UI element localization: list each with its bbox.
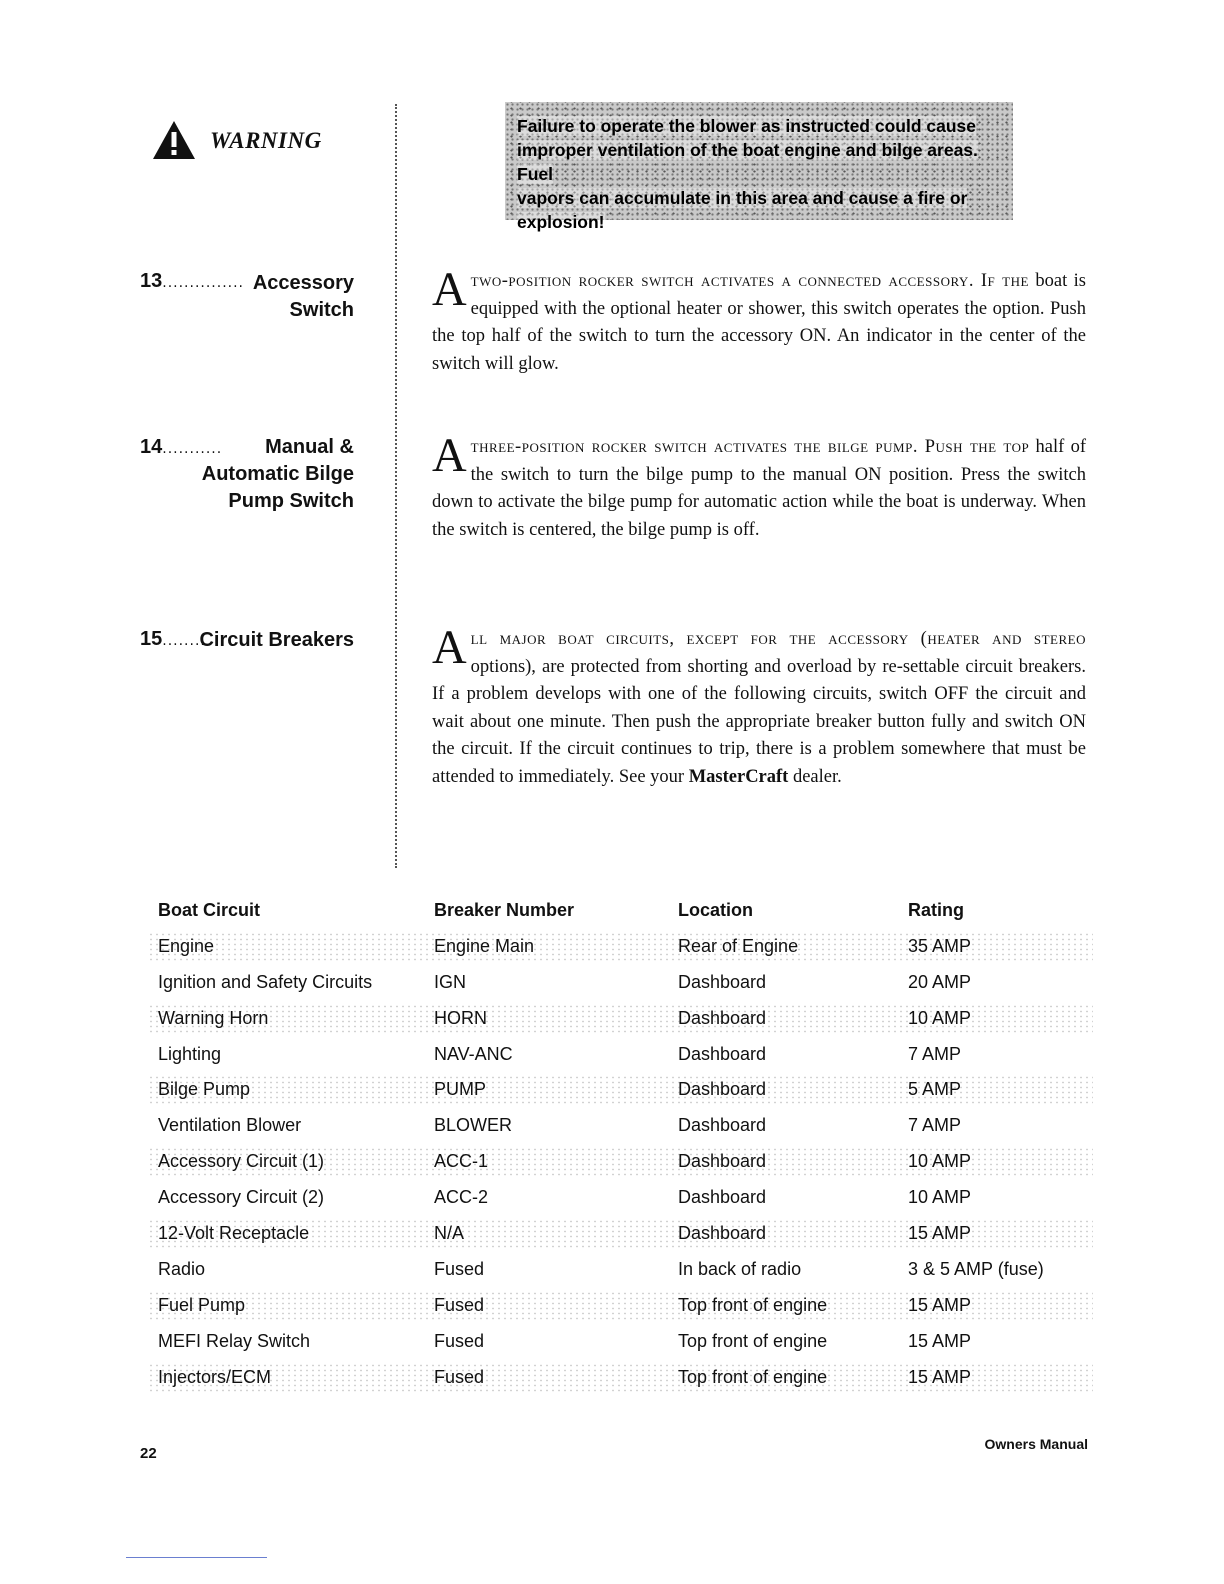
boat-circuit-cell: MEFI Relay Switch — [158, 1330, 311, 1351]
boat-circuit-cell: Ventilation Blower — [158, 1115, 302, 1136]
section-15-title — [134, 627, 354, 654]
brand-name: MasterCraft — [688, 766, 789, 787]
breaker-number-cell: HORN — [434, 1007, 487, 1028]
warning-line: Failure to operate the blower as instructed could cause — [517, 116, 976, 136]
rating-cell: 7 AMP — [908, 1043, 962, 1064]
table-row — [158, 1079, 1093, 1115]
table-row — [158, 1151, 1093, 1187]
section-number: 15 — [140, 628, 163, 650]
table-row — [158, 1367, 1093, 1403]
boat-circuit-cell: Warning Horn — [158, 1007, 269, 1028]
rating-cell: 15 AMP — [908, 1294, 972, 1315]
boat-circuit-cell: 12-Volt Receptacle — [158, 1223, 310, 1244]
table-row — [158, 1331, 1093, 1367]
warning-line: improper ventilation of the boat engine and bilge areas. Fuel — [517, 140, 978, 184]
rating-cell: 20 AMP — [908, 971, 972, 992]
breaker-number-cell: BLOWER — [434, 1115, 513, 1136]
section-14-paragraph — [432, 429, 1086, 544]
rating-cell: 15 AMP — [908, 1330, 972, 1351]
location-cell: Dashboard — [678, 1079, 767, 1100]
footer-title: Owners Manual — [984, 1436, 1088, 1452]
table-body — [158, 936, 1093, 1403]
leader-dots: ........... — [162, 441, 223, 457]
rating-cell: 10 AMP — [908, 1151, 972, 1172]
table-row — [158, 1259, 1093, 1295]
boat-circuit-cell: Accessory Circuit (1) — [158, 1151, 325, 1172]
lead-in: three-position rocker switch activates the bilge pump. Push the top — [470, 437, 1030, 457]
location-cell: Dashboard — [678, 1223, 767, 1244]
boat-circuit-cell: Ignition and Safety Circuits — [158, 971, 373, 992]
location-cell: Rear of Engine — [678, 935, 799, 956]
section-number: 13 — [140, 270, 163, 292]
section-title-line: Accessory — [252, 272, 354, 294]
table-row — [158, 1187, 1093, 1223]
section-13-paragraph — [432, 263, 1086, 378]
boat-circuit-cell: Radio — [158, 1258, 206, 1279]
table-row — [158, 972, 1093, 1008]
lead-in: two-position rocker switch activates a connected accessory. If the — [470, 271, 1029, 291]
location-cell: Top front of engine — [678, 1294, 828, 1315]
header-location: Location — [678, 900, 753, 920]
rating-cell: 7 AMP — [908, 1115, 962, 1136]
location-cell: Dashboard — [678, 1115, 767, 1136]
section-title-line: Pump Switch — [228, 490, 354, 512]
section-14-title — [134, 434, 354, 515]
rating-cell: 3 & 5 AMP (fuse) — [908, 1258, 1044, 1279]
warning-triangle-icon — [152, 120, 196, 160]
paragraph-body: boat is equipped with the optional heater or shower, this switch operates the option. Push the top half of the switch to turn the accessory ON. An indicator in the center of the switch will glow. — [432, 271, 1086, 374]
rating-cell: 5 AMP — [908, 1079, 962, 1100]
table-row — [158, 936, 1093, 972]
rating-cell: 15 AMP — [908, 1366, 972, 1387]
location-cell: Dashboard — [678, 1043, 767, 1064]
boat-circuit-cell: Bilge Pump — [158, 1079, 251, 1100]
section-title-line: Circuit Breakers — [199, 629, 354, 651]
location-cell: Dashboard — [678, 1187, 767, 1208]
rating-cell: 10 AMP — [908, 1007, 972, 1028]
breaker-number-cell: ACC-1 — [434, 1151, 489, 1172]
section-13-title — [134, 270, 354, 324]
location-cell: Dashboard — [678, 1007, 767, 1028]
boat-circuit-cell: Injectors/ECM — [158, 1366, 272, 1387]
leader-dots: ........ — [162, 633, 206, 649]
page-number: 22 — [140, 1445, 157, 1462]
warning-label: WARNING — [210, 128, 322, 153]
warning-line: vapors can accumulate in this area and cause a fire or — [517, 188, 968, 208]
drop-cap: A — [432, 621, 467, 674]
paragraph-body: half of the switch to turn the bilge pump to the manual ON position. Press the switch down to activate the bilge pump for automatic action while the boat is underway. When the switch is centered, the bilge pump is off. — [432, 437, 1086, 540]
section-15-paragraph — [432, 621, 1086, 791]
warning-box — [505, 102, 1013, 232]
paragraph-body: options), are protected from shorting and overload by re-settable circuit breakers. If a problem develops with one of the following circuits, switch OFF the circuit and wait about one minute. Then push the appropriate breaker button fully and switch ON the circuit. If the circuit continues to trip, there is a problem somewhere that must be attended to immediately. See your — [432, 656, 1086, 787]
location-cell: Dashboard — [678, 971, 767, 992]
boat-circuit-cell: Lighting — [158, 1043, 222, 1064]
column-divider — [395, 104, 397, 868]
section-title-line: Switch — [289, 299, 354, 321]
table-row — [158, 1115, 1093, 1151]
header-boat-circuit: Boat Circuit — [158, 900, 261, 920]
table-row — [158, 1295, 1093, 1331]
breaker-number-cell: Fused — [434, 1330, 485, 1351]
lead-in: ll major boat circuits, except for the accessory (heater and stereo — [470, 629, 1086, 649]
breaker-number-cell: NAV-ANC — [434, 1043, 513, 1064]
breaker-number-cell: N/A — [434, 1223, 465, 1244]
bottom-rule — [126, 1557, 267, 1558]
section-title-line: Manual & — [265, 436, 354, 458]
location-cell: In back of radio — [678, 1258, 802, 1279]
breaker-number-cell: Fused — [434, 1258, 485, 1279]
breaker-number-cell: Fused — [434, 1366, 485, 1387]
boat-circuit-cell: Fuel Pump — [158, 1294, 246, 1315]
table-row — [158, 1008, 1093, 1044]
rating-cell: 35 AMP — [908, 935, 972, 956]
boat-circuit-cell: Accessory Circuit (2) — [158, 1187, 325, 1208]
breaker-number-cell: Fused — [434, 1294, 485, 1315]
breaker-number-cell: PUMP — [434, 1079, 487, 1100]
header-breaker-number: Breaker Number — [434, 900, 575, 920]
drop-cap: A — [432, 263, 467, 316]
leader-dots: ............... — [162, 275, 245, 291]
warning-line: explosion! — [517, 212, 605, 232]
rating-cell: 10 AMP — [908, 1187, 972, 1208]
section-title-line: Automatic Bilge — [201, 463, 354, 485]
location-cell: Top front of engine — [678, 1366, 828, 1387]
table-header-row — [158, 900, 1093, 936]
breaker-number-cell: ACC-2 — [434, 1187, 489, 1208]
rating-cell: 15 AMP — [908, 1223, 972, 1244]
table-row — [158, 1223, 1093, 1259]
drop-cap: A — [432, 429, 467, 482]
breaker-number-cell: IGN — [434, 971, 467, 992]
location-cell: Dashboard — [678, 1151, 767, 1172]
circuit-breaker-table — [158, 900, 1093, 1402]
breaker-number-cell: Engine Main — [434, 935, 535, 956]
section-number: 14 — [140, 436, 163, 458]
location-cell: Top front of engine — [678, 1330, 828, 1351]
boat-circuit-cell: Engine — [158, 935, 215, 956]
table-row — [158, 1044, 1093, 1080]
header-rating: Rating — [908, 900, 964, 920]
paragraph-body-end: dealer. — [788, 766, 842, 787]
